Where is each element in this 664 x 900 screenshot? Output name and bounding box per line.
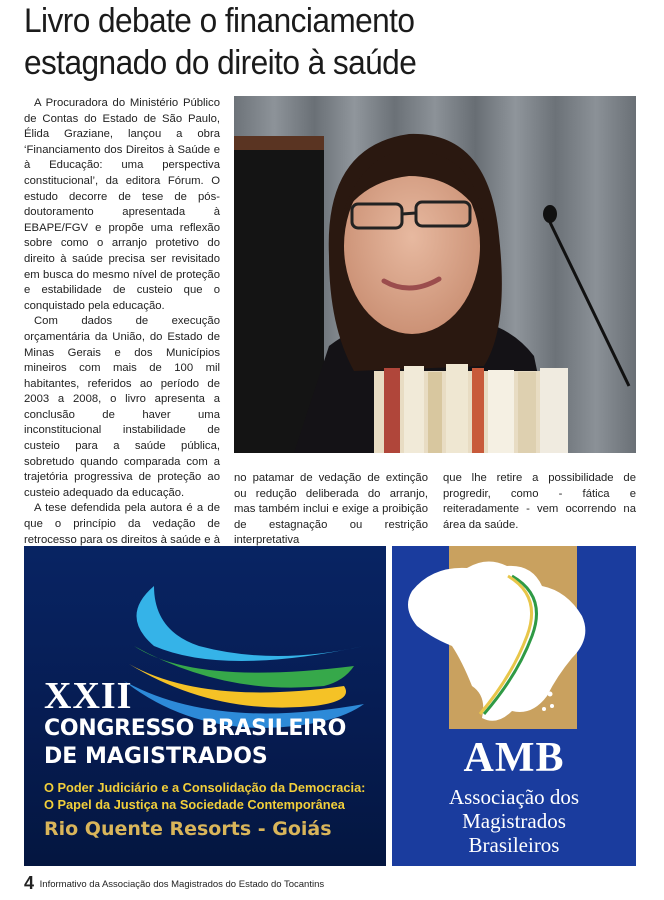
amb-name-line-1: Associação dos (448, 785, 580, 809)
congress-numeral: XXII (44, 675, 133, 717)
article-column-1 (24, 96, 220, 564)
congress-subtitle-1: O Poder Judiciário e a Consolidação da Democracia: (44, 780, 366, 795)
brazil-map-icon (392, 546, 636, 736)
amb-name-line-2: Magistrados (462, 809, 566, 833)
amb-name-line-3: Brasileiros (468, 833, 560, 857)
article-paragraph: A tese defendida pela autora é a de que o princípio da vedação de retrocesso para os direitos à saúde e à (24, 502, 220, 546)
amb-advertisement (392, 546, 636, 866)
page-number: 4 (24, 873, 35, 893)
article-paragraph: A Procuradora do Ministério Público de Contas do Estado de São Paulo, Élida Graziane, lançou a obra ‘Financiamento dos Direitos à Saúde e à Educação: uma perspectiva constitucional’, da editora Fórum. O estudo decorre de tese de pós-doutoramento apresentada à EBAPE/FGV e propõe uma reflexão sobre como o arranjo protetivo do direito à saúde precisa ser revisitado em busca do mesmo nível de proteção e estabilidade de custeio que o conquistado pela educação. (24, 97, 220, 312)
congress-title-line-2: DE MAGISTRADOS (44, 744, 268, 769)
article-headline (24, 0, 601, 84)
article-paragraph: que lhe retire a possibilidade de progredir, como - fática e reiteradamente - vem ocorrendo na área da saúde. (443, 472, 636, 531)
article-column-2 (234, 471, 428, 549)
author-photo (234, 96, 636, 453)
congress-title-line-1: CONGRESSO BRASILEIRO (44, 716, 346, 741)
congress-subtitle-2: O Papel da Justiça na Sociedade Contemporânea (44, 797, 345, 812)
publication-name: Informativo da Associação dos Magistrados do Estado do Tocantins (39, 879, 325, 890)
headline-line-1: Livro debate o financiamento (24, 2, 415, 40)
article-column-3 (443, 471, 636, 533)
congress-advertisement (24, 546, 386, 866)
page-footer (24, 873, 324, 894)
article-paragraph: no patamar de vedação de extinção ou redução deliberada do arranjo, mas também inclui e exige a proibição de estagnação ou restrição interpretativa (234, 472, 428, 547)
article-paragraph: Com dados de execução orçamentária da União, do Estado de Minas Gerais e dos Municípios mineiros com mais de 100 mil habitantes, referidos ao período de 2003 a 2008, o livro apresenta a conclusão de haver uma inconstitucional instabilidade de custeio para a saúde pública, sobretudo quando comparada com a trajetória progressiva de proteção ao custeio adequado da educação. (24, 315, 220, 499)
amb-acronym: AMB (463, 735, 565, 781)
congress-venue: Rio Quente Resorts - Goiás (44, 818, 332, 840)
headline-line-2: estagnado do direito à saúde (24, 44, 417, 82)
